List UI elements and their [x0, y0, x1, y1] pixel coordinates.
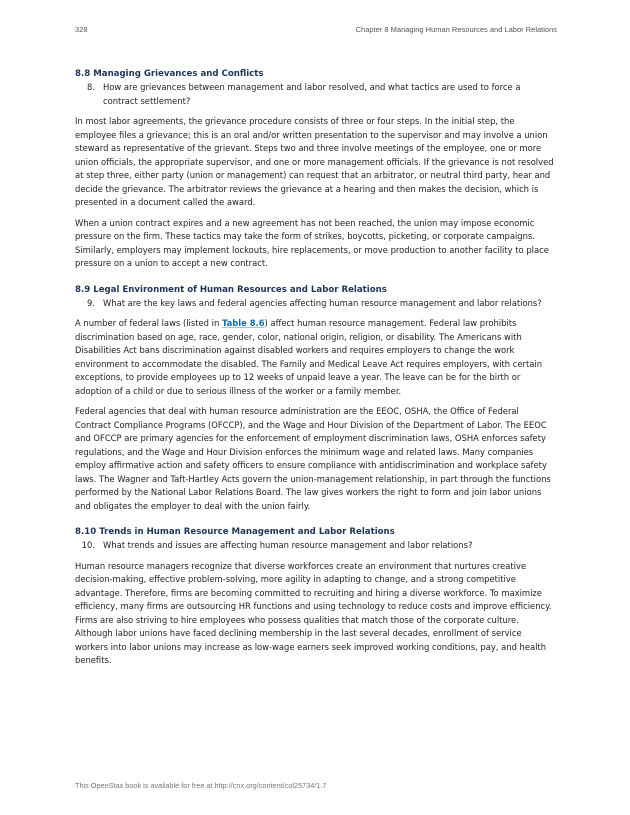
section-8-10	[75, 526, 557, 668]
paragraph: Federal agencies that deal with human resource administration are the EEOC, OSHA, the Office of Federal Contract Compliance Programs (OFCCP), and the Wage and Hour Division of the Department of Labor. The EEOC and OFCCP are primary agencies for the enforcement of employment discrimination laws, OSHA enforces safety regulations, and the Wage and Hour Division enforces the minimum wage and related laws. Many companies employ affirmative action and safety officers to ensure compliance with antidiscrimination and workplace safety laws. The Wagner and Taft-Hartley Acts govern the union-management relationship, in part through the functions performed by the National Labor Relations Board. The law gives workers the right to form and join labor unions and obligates the employer to deal with the union fairly.	[75, 406, 551, 511]
review-question	[75, 539, 557, 553]
question-number: 9.	[87, 297, 95, 308]
section-8-9	[75, 284, 557, 514]
review-question	[75, 297, 557, 311]
page-footer: This OpenStax book is available for free at http://cnx.org/content/col25734/1.7	[75, 781, 327, 790]
question-number: 10.	[81, 540, 95, 550]
paragraph	[75, 317, 557, 398]
question-text: What trends and issues are affecting human resource management and labor relations?	[103, 540, 473, 550]
paragraph: Human resource managers recognize that diverse workforces create an environment that nurtures creative decision-making, effective problem-solving, more agility in adapting to change, and a strong competitive advantage. Therefore, firms are becoming committed to recruiting and hiring a diverse workforce. To maximize efficiency, many firms are outsourcing HR functions and using technology to reduce costs and improve efficiency. Firms are also striving to hire employees who possess qualities that match those of the corporate culture. Although labor unions have faced declining membership in the last several decades, enrollment of service workers into labor unions may increase as low-wage earners seek improved working conditions, pay, and health benefits.	[75, 560, 552, 665]
section-8-8	[75, 68, 557, 271]
page-content	[75, 68, 557, 668]
section-heading: 8.8 Managing Grievances and Conflicts	[75, 69, 264, 79]
page-header	[75, 25, 557, 34]
section-heading: 8.9 Legal Environment of Human Resources and Labor Relations	[75, 284, 387, 295]
page-number: 328	[75, 25, 88, 34]
section-heading: 8.10 Trends in Human Resource Management and Labor Relations	[75, 527, 395, 537]
review-question	[75, 81, 557, 108]
paragraph: In most labor agreements, the grievance procedure consists of three or four steps. In the initial step, the employee files a grievance; this is an oral and/or written presentation to the supervisor and may involve a union steward as representative of the grievant. Steps two and three involve meetings of the employee, one or more union officials, the appropriate supervisor, and one or more management officials. If the grievance is not resolved at step three, either party (union or management) can request that an arbitrator, or neutral third party, hear and decide the grievance. The arbitrator reviews the grievance at a hearing and then makes the decision, which is presented in a document called the award.	[75, 116, 554, 207]
question-text: How are grievances between management and labor resolved, and what tactics are used to force a contract settlement?	[103, 82, 521, 106]
paragraph: When a union contract expires and a new agreement has not been reached, the union may impose economic pressure on the firm. These tactics may take the form of strikes, boycotts, picketing, or corporate campaigns. Similarly, employers may implement lockouts, hire replacements, or move production to another facility to place pressure on a union to accept a new contract.	[75, 217, 549, 268]
chapter-title: Chapter 8 Managing Human Resources and Labor Relations	[355, 25, 557, 34]
question-number: 8.	[87, 82, 95, 92]
paragraph-text: ) affect human resource management. Federal law prohibits discrimination based on age, race, gender, color, national origin, religion, or disability. The Americans with Disabilities Act bans discrimination against disabled workers and requires employers to change the work environment to accommodate the disabled. The Family and Medical Leave Act requires employers, with certain exceptions, to provide employees up to 12 weeks of unpaid leave a year. The leave can be for the birth or adoption of a child or due to serious illness of the worker or a family member.	[75, 318, 543, 396]
question-text: What are the key laws and federal agencies affecting human resource management and labor relations?	[103, 297, 542, 308]
table-reference-link[interactable]: Table 8.6	[221, 318, 265, 328]
paragraph-text: A number of federal laws (listed in	[75, 318, 222, 328]
